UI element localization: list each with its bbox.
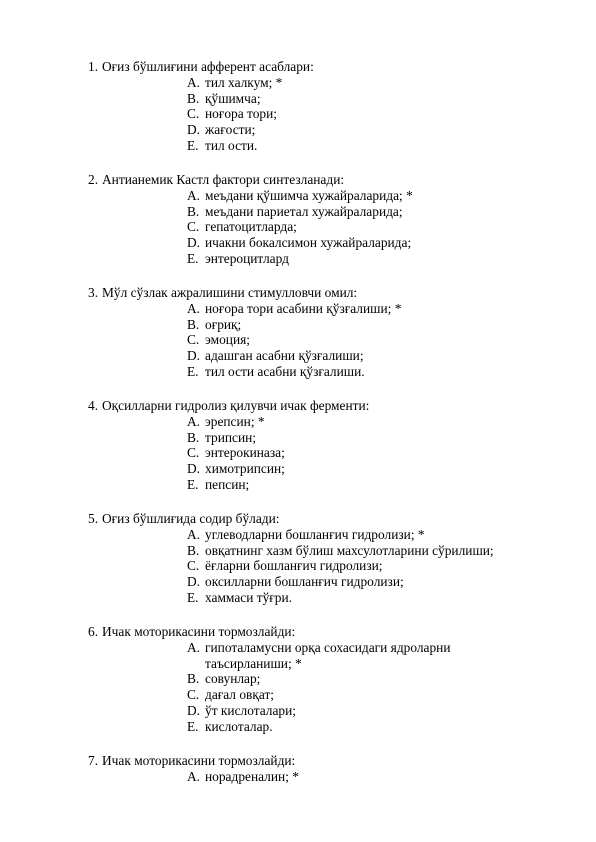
option-text: оғриқ;: [205, 316, 242, 332]
option-text: гепатоцитларда;: [205, 219, 297, 235]
answer-option-b: [187, 204, 588, 220]
option-letter: D.: [187, 461, 201, 477]
option-letter: B.: [187, 90, 200, 106]
option-text: кислоталар.: [205, 718, 273, 734]
answer-option-c: [187, 219, 588, 235]
answer-option-d: [187, 122, 588, 138]
answer-options: [88, 188, 588, 267]
answer-option-d: [187, 235, 588, 251]
option-text: углеводларни бошланғич гидролизи; *: [205, 527, 425, 542]
answer-options: [88, 75, 588, 154]
option-letter: D.: [187, 122, 201, 138]
option-text: химотрипсин;: [205, 461, 285, 477]
option-text: овқатнинг хазм бўлиш махсулотларини сўрилиши;: [205, 542, 494, 558]
question-header: [88, 59, 588, 75]
option-letter: A.: [187, 769, 201, 784]
option-text: адашган асабни қўзғалиши;: [205, 348, 364, 364]
answer-options: [88, 301, 588, 380]
option-letter: B.: [187, 542, 200, 558]
answer-option-c: [187, 106, 588, 122]
answer-option-e: [187, 719, 588, 735]
question-text: Мўл сўзлак ажралишини стимулловчи омил:: [102, 285, 358, 300]
question-6: [88, 624, 588, 734]
option-letter: C.: [187, 106, 200, 122]
option-letter: A.: [187, 414, 201, 429]
option-letter: D.: [187, 235, 201, 251]
answer-option-e: [187, 477, 588, 493]
answer-option-b: [187, 91, 588, 107]
option-letter: B.: [187, 671, 200, 687]
answer-options: [88, 414, 588, 493]
option-letter: D.: [187, 574, 201, 590]
option-text: эрепсин; *: [205, 414, 265, 429]
option-text: меъдани қўшимча хужайраларида; *: [205, 188, 413, 203]
question-header: [88, 624, 588, 640]
option-text: ичакни бокалсимон хужайраларида;: [205, 235, 412, 251]
question-7: [88, 753, 588, 785]
option-text: совунлар;: [205, 671, 261, 687]
answer-option-e: [187, 138, 588, 154]
option-letter: A.: [187, 527, 201, 542]
answer-option-c: [187, 445, 588, 461]
answer-option-a: [187, 301, 588, 317]
answer-option-c: [187, 558, 588, 574]
option-letter: C.: [187, 558, 200, 574]
answer-option-c: [187, 687, 588, 703]
answer-option-d: [187, 348, 588, 364]
answer-option-b: [187, 317, 588, 333]
option-letter: B.: [187, 429, 200, 445]
option-letter: E.: [187, 363, 199, 379]
answer-option-d: [187, 461, 588, 477]
option-text: ўт кислоталари;: [205, 702, 296, 718]
option-text: энтерокиназа;: [205, 445, 285, 461]
option-letter: A.: [187, 301, 201, 316]
option-letter: D.: [187, 348, 201, 364]
question-header: [88, 172, 588, 188]
option-letter: C.: [187, 687, 200, 703]
option-letter: E.: [187, 589, 199, 605]
question-3: [88, 285, 588, 380]
option-text: жағости;: [205, 122, 256, 138]
question-text: Ичак моторикасини тормозлайди:: [102, 753, 296, 768]
answer-options: [88, 527, 588, 606]
option-letter: C.: [187, 445, 200, 461]
question-number: 3.: [88, 285, 99, 300]
answer-option-a: [187, 414, 588, 430]
option-text: оксилларни бошланғич гидролизи;: [205, 574, 404, 590]
question-number: 1.: [88, 59, 99, 74]
question-text: Оғиз бўшлиғини афферент асаблари:: [102, 59, 314, 74]
question-header: [88, 511, 588, 527]
answer-option-b: [187, 430, 588, 446]
option-text: ёғларни бошланғич гидролизи;: [205, 558, 383, 574]
question-header: [88, 753, 588, 769]
question-header: [88, 285, 588, 301]
question-number: 5.: [88, 511, 99, 526]
question-text: Оқсилларни гидролиз қилувчи ичак ферменти:: [102, 398, 370, 413]
answer-option-b: [187, 543, 588, 559]
option-letter: A.: [187, 640, 201, 655]
answer-option-e: [187, 251, 588, 267]
question-header: [88, 398, 588, 414]
option-text: тил ости асабни қўзғалиши.: [205, 363, 365, 379]
answer-option-d: [187, 574, 588, 590]
option-text: ноғора тори;: [205, 106, 277, 122]
option-text: меъдани париетал хужайраларида;: [205, 203, 403, 219]
question-text: Ичак моторикасини тормозлайди:: [102, 624, 296, 639]
question-text: Оғиз бўшлиғида содир бўлади:: [102, 511, 280, 526]
option-text: ноғора тори асабини қўзғалиши; *: [205, 301, 402, 316]
option-letter: E.: [187, 476, 199, 492]
question-text: Антианемик Кастл фактори синтезланади:: [102, 172, 345, 187]
question-1: [88, 59, 588, 154]
option-letter: D.: [187, 702, 201, 718]
option-letter: A.: [187, 75, 201, 90]
question-2: [88, 172, 588, 267]
question-number: 2.: [88, 172, 99, 187]
answer-option-e: [187, 364, 588, 380]
option-text: трипсин;: [205, 429, 257, 445]
option-letter: A.: [187, 188, 201, 203]
answer-option-a: [187, 640, 588, 671]
option-letter: E.: [187, 250, 199, 266]
option-text: пепсин;: [205, 476, 250, 492]
answer-option-e: [187, 590, 588, 606]
question-number: 4.: [88, 398, 99, 413]
option-text: тил халкум; *: [205, 75, 283, 90]
option-text: эмоция;: [205, 332, 251, 348]
question-number: 6.: [88, 624, 99, 639]
answer-options: [88, 640, 588, 734]
option-text: тил ости.: [205, 137, 258, 153]
answer-option-a: [187, 188, 588, 204]
answer-option-c: [187, 332, 588, 348]
option-letter: C.: [187, 219, 200, 235]
option-text: норадреналин; *: [205, 769, 299, 784]
question-4: [88, 398, 588, 493]
option-text: хаммаси тўғри.: [205, 589, 292, 605]
option-text: қўшимча;: [205, 90, 261, 106]
answer-options: [88, 769, 588, 785]
option-letter: B.: [187, 203, 200, 219]
option-letter: E.: [187, 137, 199, 153]
answer-option-a: [187, 527, 588, 543]
option-text: гипоталамусни орқа сохасидаги ядроларни таъсирланиши; *: [205, 640, 451, 671]
option-letter: B.: [187, 316, 200, 332]
answer-option-a: [187, 769, 588, 785]
answer-option-b: [187, 671, 588, 687]
option-text: энтероцитлард: [205, 250, 289, 266]
option-letter: E.: [187, 718, 199, 734]
option-text: дағал овқат;: [205, 687, 275, 703]
answer-option-d: [187, 703, 588, 719]
option-letter: C.: [187, 332, 200, 348]
answer-option-a: [187, 75, 588, 91]
question-number: 7.: [88, 753, 99, 768]
question-5: [88, 511, 588, 606]
